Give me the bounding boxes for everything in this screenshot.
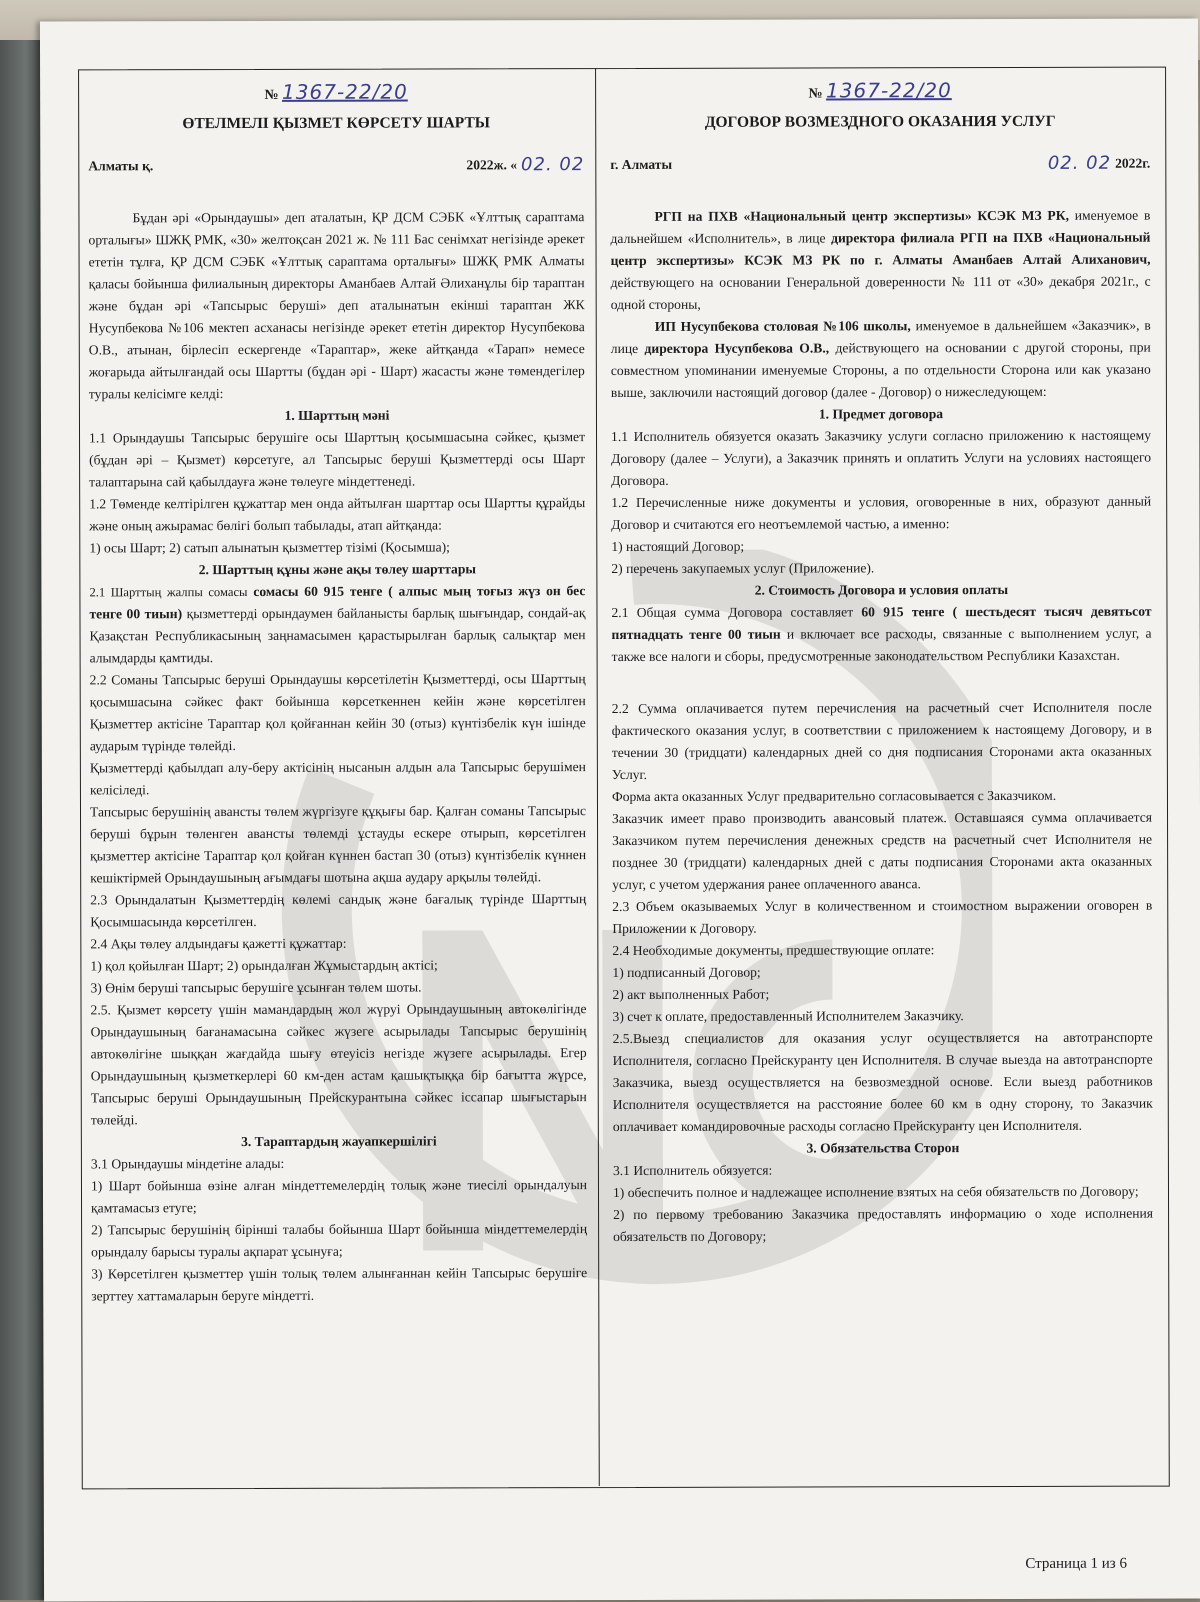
clause: 2.3 Объем оказываемых Услуг в количественном и стоимостном выражении оговорен в Приложении к Договору. (612, 897, 1153, 937)
document-page (40, 18, 1200, 1601)
blank-gap (612, 667, 1152, 698)
clause: 2) перечень закупаемых услуг (Приложение). (611, 560, 875, 577)
clause: 1.2 Перечисленные ниже документы и условия, оговоренные в них, образуют данный Договор и считаются его неотъемлемой частью, а именно: (611, 493, 1152, 533)
contract-number-left: № 1367-22/20 (264, 79, 408, 104)
year-kz: 2022ж. « (466, 157, 518, 173)
clause: 2.2 Сумма оплачивается путем перечисления на расчетный счет Исполнителя после фактического оказания услуг, в соответствии с приложением к настоящему Договору, и в течении 30 (тридцати) календарных дней со дня подписания Сторонами акта оказанных Услуг. (611, 699, 1152, 783)
city-kz: Алматы қ. (88, 158, 154, 174)
city-ru: г. Алматы (610, 156, 673, 173)
clause: 1) подписанный Договор; (612, 964, 761, 981)
preamble-kz: Бұдан әрі «Орындаушы» деп аталатын, ҚР ДСМ СЭБК «Ұлттық сараптама орталығы» ШЖҚ РМК, «30» желтоқсан 2021 ж. № 111 Бас сенімхат негізінде әрекет ететін тұлға, ҚР ДСМ СЭБК «Ұлттық сараптама орталығы» ШЖҚ РМК Алматы қаласы бойынша филиалының директоры Аманбаев Алтай Әлиханұлы бір тараптан және бұдан әрі «Тапсырыс беруші» деп аталынатын екінші тараптан ЖК Нусупбекова №106 мектеп асханасы негізінде әрекет ететін директор Нусупбекова О.В., атынан, бірлесіп ескергенде «Тараптар», жеке айтқанда «Тарап» немесе жоғарыда айтылғандай осы Шартты (бұдан әрі - Шарт) жасасты және төмендегілер туралы келісімге келді: (88, 209, 585, 402)
clause: 2.2 Соманы Тапсырыс беруші Орындаушы көрсетілетін Қызметтерді, осы Шарттың қосымшасына сәйкес факт бойынша көрсеткеннен кейін және көрсетілген Қызметтер актісіне Тараптар қол қойғаннан кейін 30 (отыз) күнтізбелік күн ішінде аударым түрінде төлейді. (89, 671, 586, 754)
clause: 1.1 Орындаушы Тапсырыс берушіге осы Шарттың қосымшасына сәйкес, қызмет (бұдан әрі – Қызмет) көрсетуге, ал Тапсырыс беруші Қызметтерді осы Шарт талаптарына сай қабылдауға және төлеуге міндеттенеді. (89, 429, 586, 490)
clause: 2.5.Выезд специалистов для оказания услуг осуществляется на автотранспорте Исполнителя, согласно Прейскуранту цен Исполнителя. В случае выезда на автотранспорте Заказчика, выезд осуществляется на безвозмездной основе. Если выезд работников Исполнителя осуществляется на расстояние более 60 км в одну сторону, то Заказчик оплачивает командировочные расходы согласно Прейскуранту цен Исполнителя. (612, 1029, 1153, 1135)
document-title-ru: ДОГОВОР ВОЗМЕЗДНОГО ОКАЗАНИЯ УСЛУГ (704, 112, 1056, 131)
section-heading: 1. Предмет договора (818, 406, 944, 422)
clause: 1.2 Төменде келтірілген құжаттар мен онда айтылған шарттар осы Шартты құрайды және оның ажырамас бөлігі болып табылады, атап айтқанда: (89, 495, 586, 534)
binder-spine (0, 40, 46, 1600)
section-heading: 3. Тараптардың жауапкершілігі (241, 1133, 437, 1149)
clause: 3.1 Исполнитель обязуется: (612, 1162, 773, 1179)
clause: 2) акт выполненных Работ; (612, 986, 770, 1003)
contract-number-right: № 1367-22/20 (808, 78, 952, 103)
preamble-ru-customer: ИП Нусупбекова столовая №106 школы, именуемое в дальнейшем «Заказчик», в лице директора Нусупбекова О.В., действующего на основании с другой стороны, при совместном упоминании именуемые Стороны, а по отдельности Сторона или как указано выше, заключили настоящий договор (далее - Договор) о нижеследующем: (610, 317, 1151, 401)
preamble-ru: РГП на ПХВ «Национальный центр экспертизы» КСЭК МЗ РК, именуемое в дальнейшем «Исполнитель», в лице директора филиала РГП на ПХВ «Национальный центр экспертизы» КСЭК МЗ РК по г. Алматы Аманбаев Алтай Алиханович, действующего на основании Генеральной доверенности № 111 от «30» декабря 2021г., с одной стороны, (610, 207, 1151, 313)
clause: 1.1 Исполнитель обязуется оказать Заказчику услуги согласно приложению к настоящему Договору (далее – Услуги), а Заказчик принять и оплатить Услуги на условиях настоящего Договора. (611, 427, 1152, 489)
clause: Форма акта оказанных Услуг предварительно согласовывается с Заказчиком. (611, 787, 1057, 805)
clause: 1) Шарт бойынша өзіне алған міндеттемелердің толық және тиесілі орындалуын қамтамасыз етуге; (90, 1177, 588, 1216)
document-title-kz: ӨТЕЛМЕЛІ ҚЫЗМЕТ КӨРСЕТУ ШАРТЫ (182, 114, 491, 133)
russian-column (610, 79, 1153, 1248)
section-heading: 2. Стоимость Договора и условия оплаты (754, 581, 1009, 598)
handwritten-date-kz: 02. 02 (521, 154, 585, 176)
section-heading: 3. Обязательства Сторон (806, 1140, 960, 1156)
kazakh-column (88, 80, 587, 1307)
year-ru: 2022г. (1115, 155, 1151, 171)
clause: 3.1 Орындаушы міндетіне алады: (90, 1155, 285, 1172)
clause: 2.4 Ақы төлеу алдындағы қажетті құжаттар: (90, 935, 347, 952)
clause-2-1: 2.1 Общая сумма Договора составляет 60 915 тенге ( шестьдесят тысяч девятьсот пятнадцать тенге 00 тиын и включает все расходы, связанные с выполнением услуг, а также все налоги и сборы, предусмотренные законодательством Республики Казахстан. (611, 603, 1152, 665)
page-number: Страница 1 из 6 (1025, 1555, 1127, 1572)
clause: 3) Көрсетілген қызметтер үшін толық төлем алынғаннан кейін Тапсырыс берушіге зерттеу хаттамаларын беруге міндетті. (91, 1265, 588, 1304)
handwritten-date-ru: 02. 02 (1047, 152, 1112, 174)
clause: 2.4 Необходимые документы, предшествующие оплате: (612, 942, 935, 959)
clause: 1) қол қойылған Шарт; 2) орындалған Жұмыстардың актісі; (90, 957, 438, 974)
section-heading: 1. Шарттың мәні (284, 407, 390, 423)
clause: 1) осы Шарт; 2) сатып алынатын қызметтер тізімі (Қосымша); (89, 539, 450, 556)
clause: 3) счет к оплате, предоставленный Исполнителем Заказчику. (612, 1008, 964, 1025)
clause: 2.3 Орындалатын Қызметтердің көлемі сандық және бағалық түрінде Шарттың Қосымшасында көрсетілген. (90, 891, 587, 930)
clause-2-1: 2.1 Шарттың жалпы сомасы сомасы 60 915 тенге ( алпыс мың тоғыз жүз он бес тенге 00 тиын) қызметтерді орындаумен байланысты барлық шығындар, сондай-ақ Қазақстан Республикасының заңнамасымен қарастырылған барлық салықтар мен алымдарды қамтиды. (89, 583, 586, 666)
clause: 1) обеспечить полное и надлежащее исполнение взятых на себя обязательств по Договору; (612, 1183, 1139, 1201)
handwritten-contract-number: 1367-22/20 (281, 79, 408, 104)
handwritten-contract-number: 1367-22/20 (825, 78, 952, 103)
clause: 2) по первому требованию Заказчика предоставлять информацию о ходе исполнения обязательств по Договору; (613, 1205, 1154, 1245)
clause: Тапсырыс берушінің авансты төлем жүргізуге құқығы бар. Қалған соманы Тапсырыс беруші бұрын төленген авансты төлемді ұстауды ескере отырып, көрсетілген қызметтер актісіне Тараптар қол қойған күннен бастап 30 (отыз) күнтізбелік күннен кешіктірмей Орындаушының ағымдағы шотына ақша аудару арқылы төлейді. (89, 803, 587, 886)
clause: 1) настоящий Договор; (611, 538, 745, 555)
clause: Заказчик имеет право производить авансовый платеж. Оставшаяся сумма оплачивается Заказчиком путем перечисления денежных средств на расчетный счет Исполнителя не позднее 30 (тридцати) календарных дней с даты подписания Сторонами акта оказанных услуг, с учетом удержания ранее оплаченного аванса. (612, 809, 1153, 893)
clause: 2.5. Қызмет көрсету үшін мамандардың жол жүруі Орындаушының автокөлігінде Орындаушының бағанамасына сәйкес жүзеге асырылады Тапсырыс берушінің автокөлігіне шыққан жағдайда шығу өтеуісіз негізде жүзеге асырылады. Егер Орындаушының қызметкерлері 60 км-ден астам қашықтыққа бір бағытта жүрсе, Тапсырыс беруші Орындаушының Прейскурантына сәйкес іссапар шығыстарын төлейді. (90, 1001, 587, 1128)
clause: 2) Тапсырыс берушінің бірінші талабы бойынша Шарт бойынша міндеттемелердің орындалу барысы туралы ақпарат ұсынуға; (91, 1221, 588, 1260)
clause: 3) Өнім беруші тапсырыс берушіге ұсынған төлем шоты. (90, 979, 422, 996)
section-heading: 2. Шарттың құны және ақы төлеу шарттары (198, 561, 477, 578)
city-date-line-ru (610, 151, 1150, 176)
clause: Қызметтерді қабылдап алу-беру актісінің нысанын алдын ала Тапсырыс берушімен келісіледі. (89, 759, 586, 798)
city-date-line-kz (88, 152, 584, 177)
